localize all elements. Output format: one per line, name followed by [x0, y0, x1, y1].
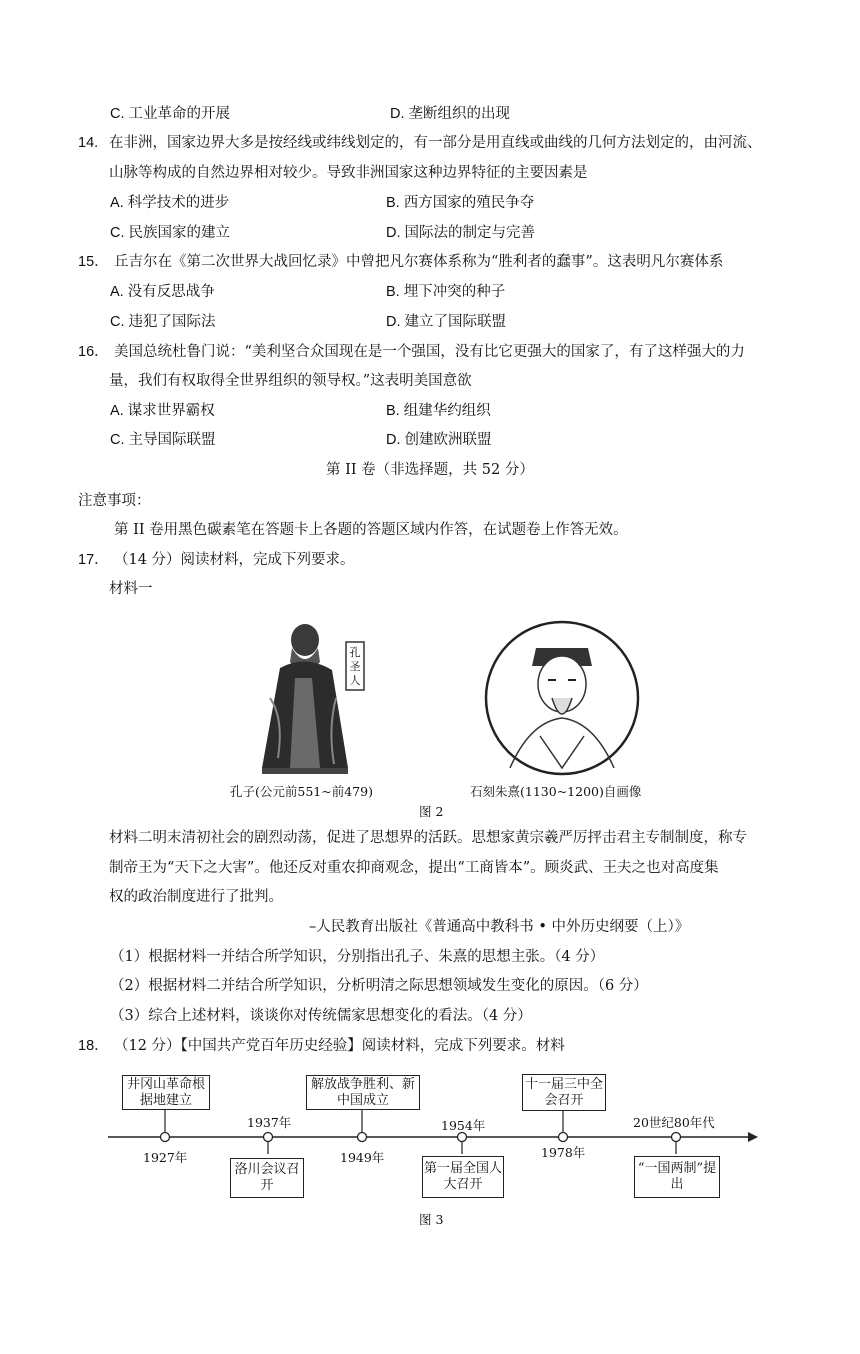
year-1937: 1937年: [247, 1115, 292, 1130]
q14-number: 14.: [78, 135, 99, 151]
figure-2-label: 图 2: [419, 804, 444, 819]
material2-line3: 权的政治制度进行了批判。: [109, 889, 283, 905]
seal-char-2: 圣: [349, 660, 361, 673]
q17-sub3: （3）综合上述材料，谈谈你对传统儒家思想变化的看法。（4 分）: [110, 1008, 532, 1024]
material2-source: –人民教育出版社《普通高中教科书 • 中外历史纲要（上）》: [309, 919, 690, 935]
event-text-1937: 洛川会议召开: [234, 1162, 300, 1193]
timeline-arrow-icon: [748, 1132, 758, 1142]
q14-option-c: C. 民族国家的建立: [110, 225, 231, 241]
q18-intro: （12 分）【中国共产党百年历史经验】阅读材料，完成下列要求。材料: [114, 1038, 565, 1054]
timeline-node-1980s: [672, 1133, 681, 1142]
event-text-1980s: “一国两制”提出: [637, 1161, 717, 1192]
q14-option-a: A. 科学技术的进步: [110, 195, 230, 211]
q16-stem-line2: 量，我们有权取得全世界组织的领导权。”这表明美国意欲: [109, 373, 472, 389]
event-text-1949: 解放战争胜利、新中国成立: [310, 1076, 415, 1108]
timeline-node-1949: [358, 1133, 367, 1142]
q14-stem-line2: 山脉等构成的自然边界相对较少。导致非洲国家这种边界特征的主要因素是: [109, 165, 588, 181]
zhuxi-portrait: [486, 622, 638, 774]
event-box-1978: [522, 1074, 606, 1111]
q15-option-b: B. 埋下冲突的种子: [386, 284, 506, 300]
year-1927: 1927年: [143, 1150, 188, 1165]
q17-sub1: （1）根据材料一并结合所学知识，分别指出孔子、朱熹的思想主张。（4 分）: [110, 949, 605, 965]
material2-line1: 材料二明末清初社会的剧烈动荡，促进了思想界的活跃。思想家黄宗羲严厉抨击君主专制制度，称专: [109, 830, 747, 846]
caption-zhuxi: 石刻朱熹(1130~1200)自画像: [470, 784, 642, 799]
timeline-node-1978: [559, 1133, 568, 1142]
q16-stem-line1: 美国总统杜鲁门说：“美利坚合众国现在是一个强国，没有比它更强大的国家了，有了这样强大的力: [114, 344, 745, 360]
year-1949: 1949年: [340, 1150, 385, 1165]
event-box-1927: [122, 1075, 210, 1110]
seal-char-1: 孔: [349, 646, 361, 659]
notice-label: 注意事项：: [78, 493, 151, 509]
timeline-node-1937: [264, 1133, 273, 1142]
q15-option-c: C. 违犯了国际法: [110, 314, 216, 330]
event-text-1927: 井冈山革命根据地建立: [126, 1076, 205, 1108]
event-text-1978: 十一届三中全会召开: [524, 1076, 603, 1108]
q16-option-d: D. 创建欧洲联盟: [386, 432, 492, 448]
q13-option-d: D. 垄断组织的出现: [390, 106, 511, 122]
material1-label: 材料一: [109, 581, 153, 597]
caption-confucius: 孔子(公元前551~前479): [230, 784, 373, 799]
q17-sub2: （2）根据材料二并结合所学知识，分析明清之际思想领域发生变化的原因。（6 分）: [110, 978, 648, 994]
figure-3-label: 图 3: [419, 1212, 444, 1227]
q15-number: 15．: [78, 254, 109, 270]
q15-option-d: D. 建立了国际联盟: [386, 314, 507, 330]
q17-number: 17．: [78, 552, 109, 568]
material2-line2: 制帝王为“天下之大害”。他还反对重农抑商观念，提出“工商皆本”。顾炎武、王夫之也对高度集: [109, 860, 719, 876]
q16-option-c: C. 主导国际联盟: [110, 432, 216, 448]
timeline-node-1927: [161, 1133, 170, 1142]
q18-number: 18．: [78, 1038, 109, 1054]
q14-stem-line1: 在非洲，国家边界大多是按经线或纬线划定的，有一部分是用直线或曲线的几何方法划定的，由河流、: [109, 135, 762, 151]
event-box-1937: [230, 1158, 304, 1198]
figure-2-portraits: [240, 618, 660, 780]
q14-option-d: D. 国际法的制定与完善: [386, 225, 536, 241]
q16-number: 16．: [78, 344, 109, 360]
event-box-1980s: [634, 1156, 720, 1198]
q13-option-c: C. 工业革命的开展: [110, 106, 231, 122]
q14-option-b: B. 西方国家的殖民争夺: [386, 195, 535, 211]
event-text-1954: 第一届全国人大召开: [423, 1161, 502, 1192]
section2-title: 第 II 卷（非选择题，共 52 分）: [326, 462, 534, 478]
q15-stem-line1: 丘吉尔在《第二次世界大战回忆录》中曾把凡尔赛体系称为“胜利者的蠢事”。这表明凡尔赛体系: [114, 254, 724, 270]
q16-option-a: A. 谋求世界霸权: [110, 403, 215, 419]
event-box-1954: [422, 1156, 504, 1198]
year-1978: 1978年: [541, 1145, 586, 1160]
q17-intro: （14 分）阅读材料，完成下列要求。: [114, 552, 355, 568]
seal-box: [346, 642, 364, 690]
seal-char-3: 人: [349, 674, 361, 687]
q15-option-a: A. 没有反思战争: [110, 284, 215, 300]
year-1980s: 20世纪80年代: [633, 1115, 715, 1130]
confucius-portrait: [262, 624, 348, 774]
q16-option-b: B. 组建华约组织: [386, 403, 491, 419]
notice-text: 第 II 卷用黑色碳素笔在答题卡上各题的答题区域内作答，在试题卷上作答无效。: [114, 522, 628, 538]
year-1954: 1954年: [441, 1118, 486, 1133]
event-box-1949: [306, 1075, 420, 1110]
